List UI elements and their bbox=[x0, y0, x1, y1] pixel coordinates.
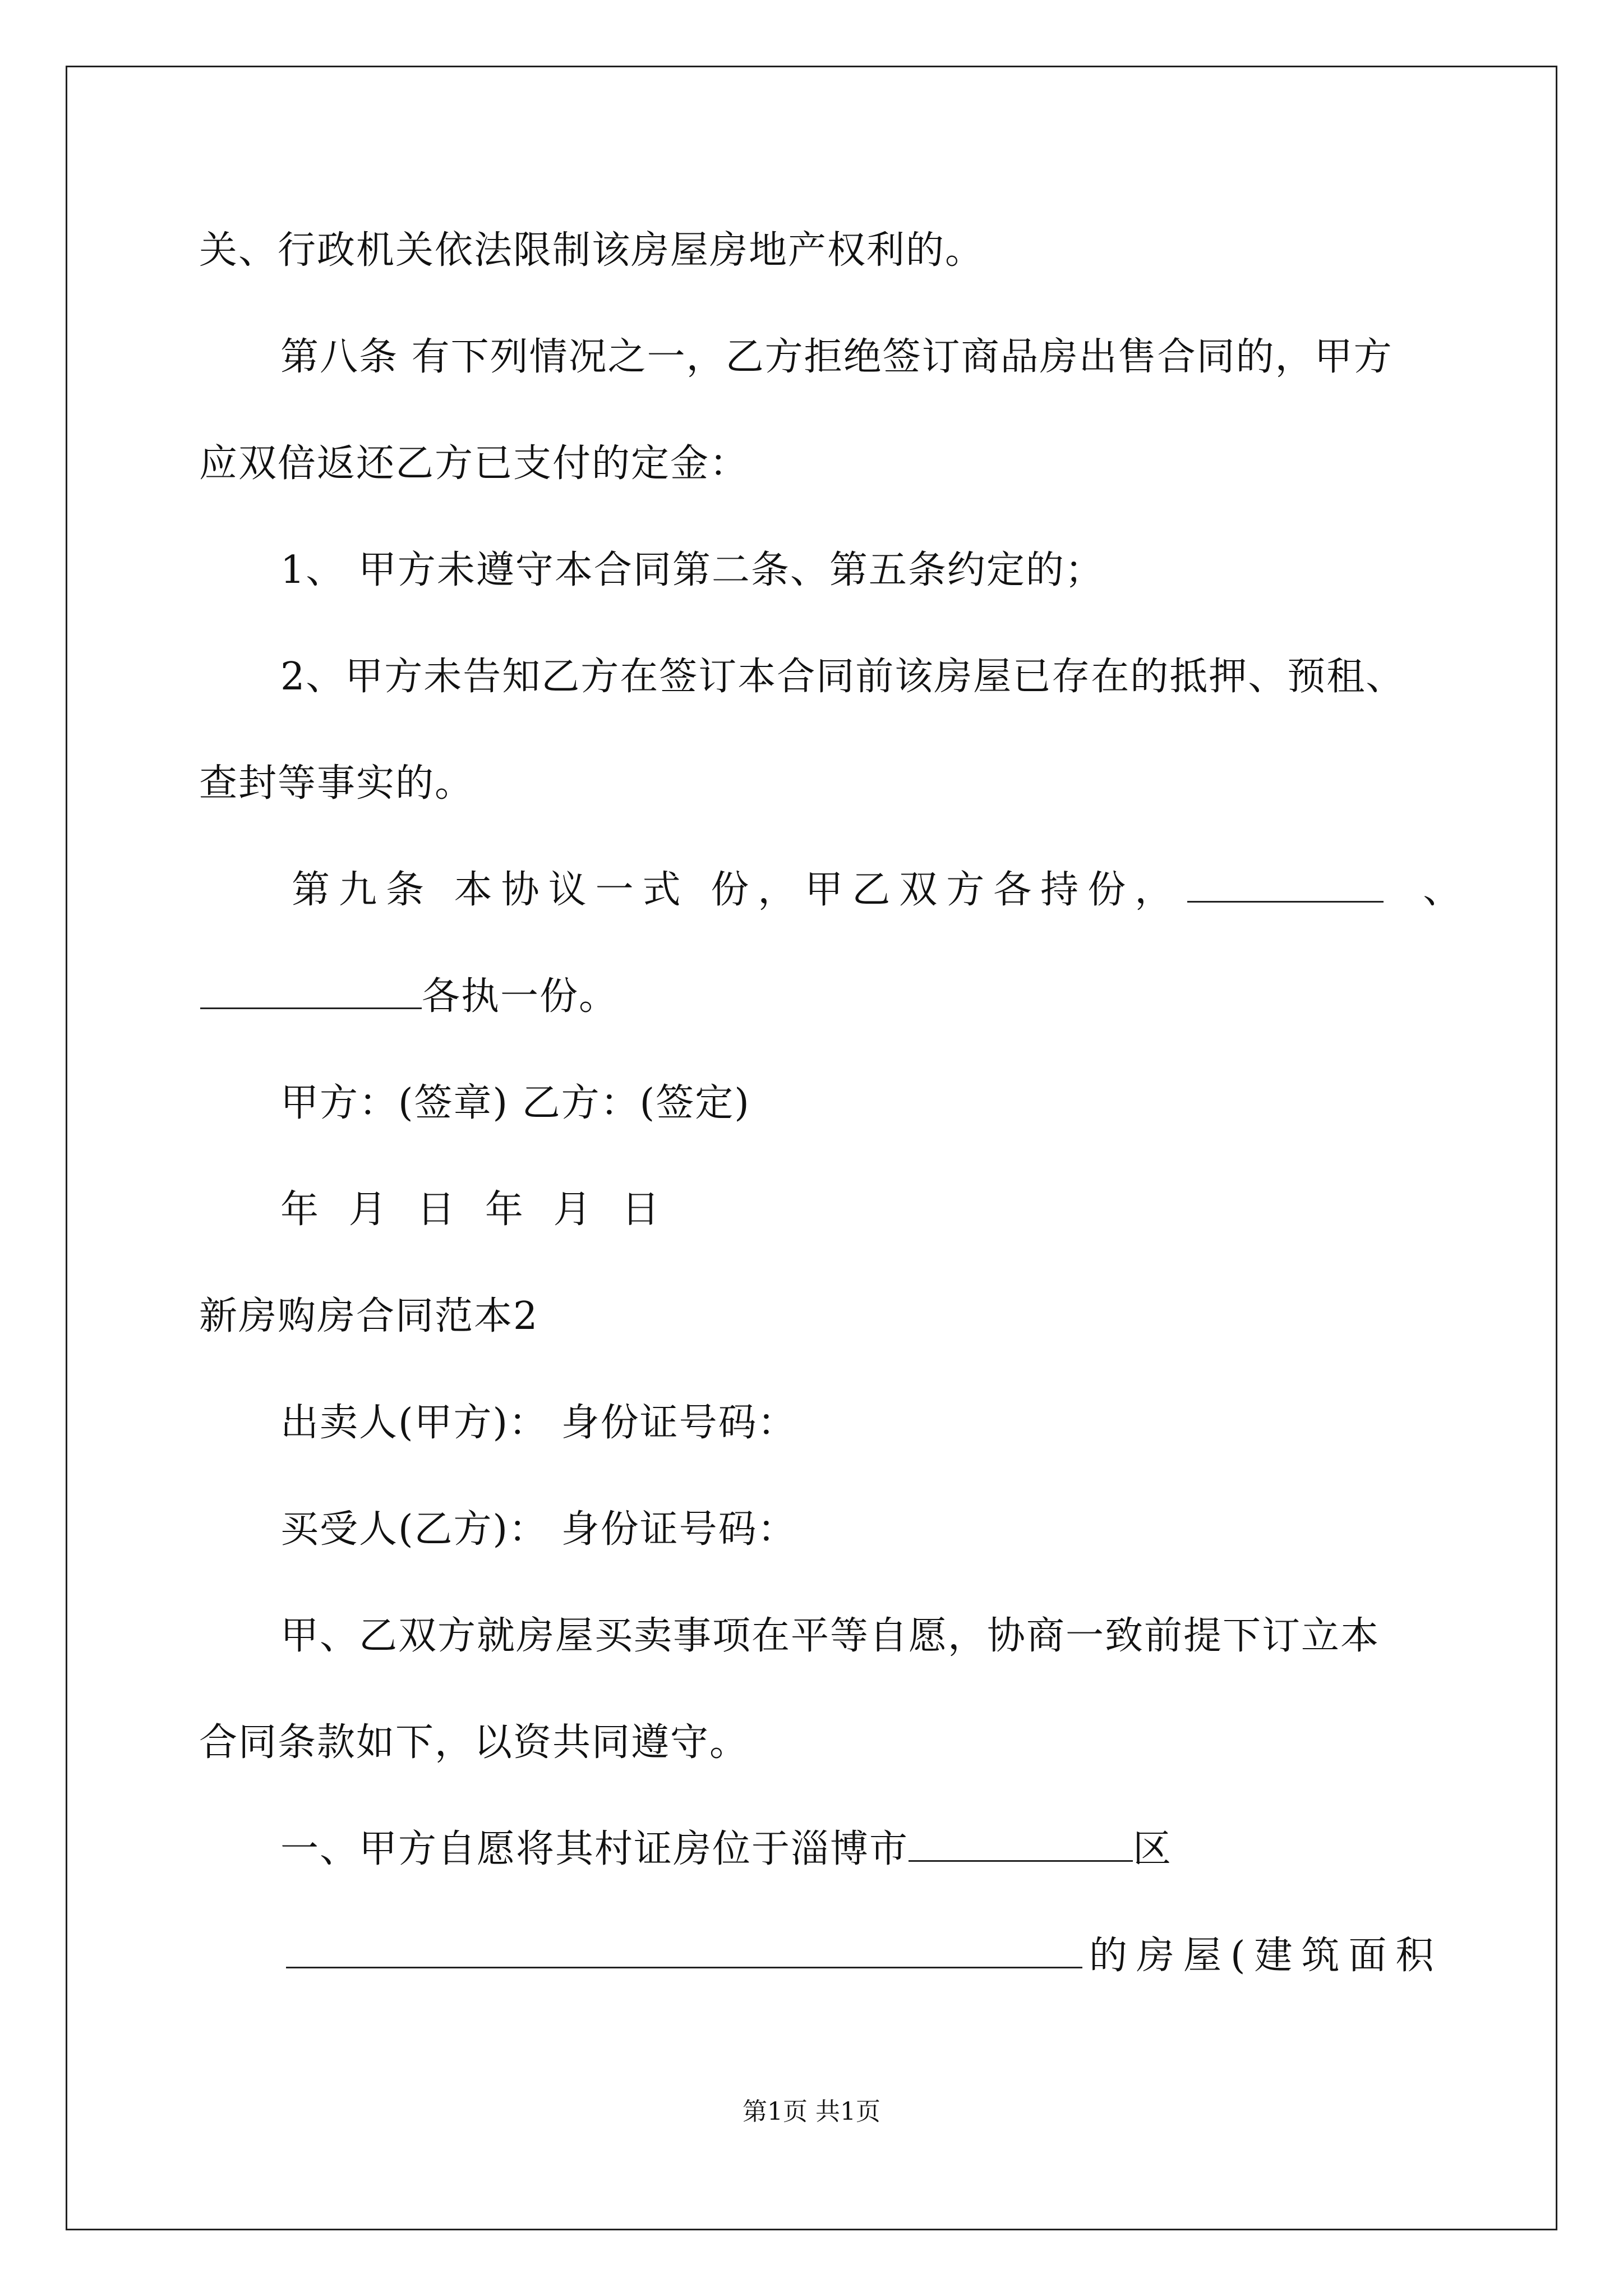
text-line: 各执一份。 bbox=[0, 963, 1623, 1030]
text-line: 出卖人(甲方)： 身份证号码： bbox=[280, 1401, 797, 1445]
text-line: 2、甲方未告知乙方在签订本合同前该房屋已存在的抵押、预租、 bbox=[280, 655, 1405, 699]
text-line: 1、 甲方未遵守本合同第二条、第五条约定的； bbox=[280, 548, 1104, 592]
text-line: 关、行政机关依法限制该房屋房地产权利的。 bbox=[199, 228, 985, 273]
text-line: 查封等事实的。 bbox=[199, 761, 474, 806]
text-line: 第九条 本协议一式 份，甲乙双方各持份， 、 bbox=[292, 868, 1470, 912]
text-line: 年 月 日 年 月 日 bbox=[280, 1188, 669, 1232]
text-line: 甲方：(签章) 乙方：(签定) bbox=[280, 1081, 750, 1125]
text-line: 应双倍返还乙方已支付的定金： bbox=[199, 441, 749, 486]
text-line: 合同条款如下，以资共同遵守。 bbox=[199, 1720, 749, 1765]
text-line: 甲、乙双方就房屋买卖事项在平等自愿，协商一致前提下订立本 bbox=[280, 1614, 1380, 1658]
text-line: 一、甲方自愿将其村证房位于淄博市 区 bbox=[280, 1827, 1173, 1871]
text-line: 第八条 有下列情况之一，乙方拒绝签订商品房出售合同的，甲方 bbox=[280, 335, 1393, 379]
page-number-footer: 第1页 共1页 bbox=[743, 2097, 880, 2126]
fill-in-blank bbox=[1187, 869, 1384, 903]
fill-in-blank bbox=[200, 976, 422, 1009]
fill-in-blank bbox=[286, 1935, 1082, 1968]
fill-in-blank bbox=[909, 1829, 1133, 1862]
section-title: 新房购房合同范本2 bbox=[199, 1294, 539, 1338]
text-line: 买受人(乙方)： 身份证号码： bbox=[280, 1507, 797, 1552]
text-line: 的房屋(建筑面积 bbox=[0, 1922, 1623, 1990]
